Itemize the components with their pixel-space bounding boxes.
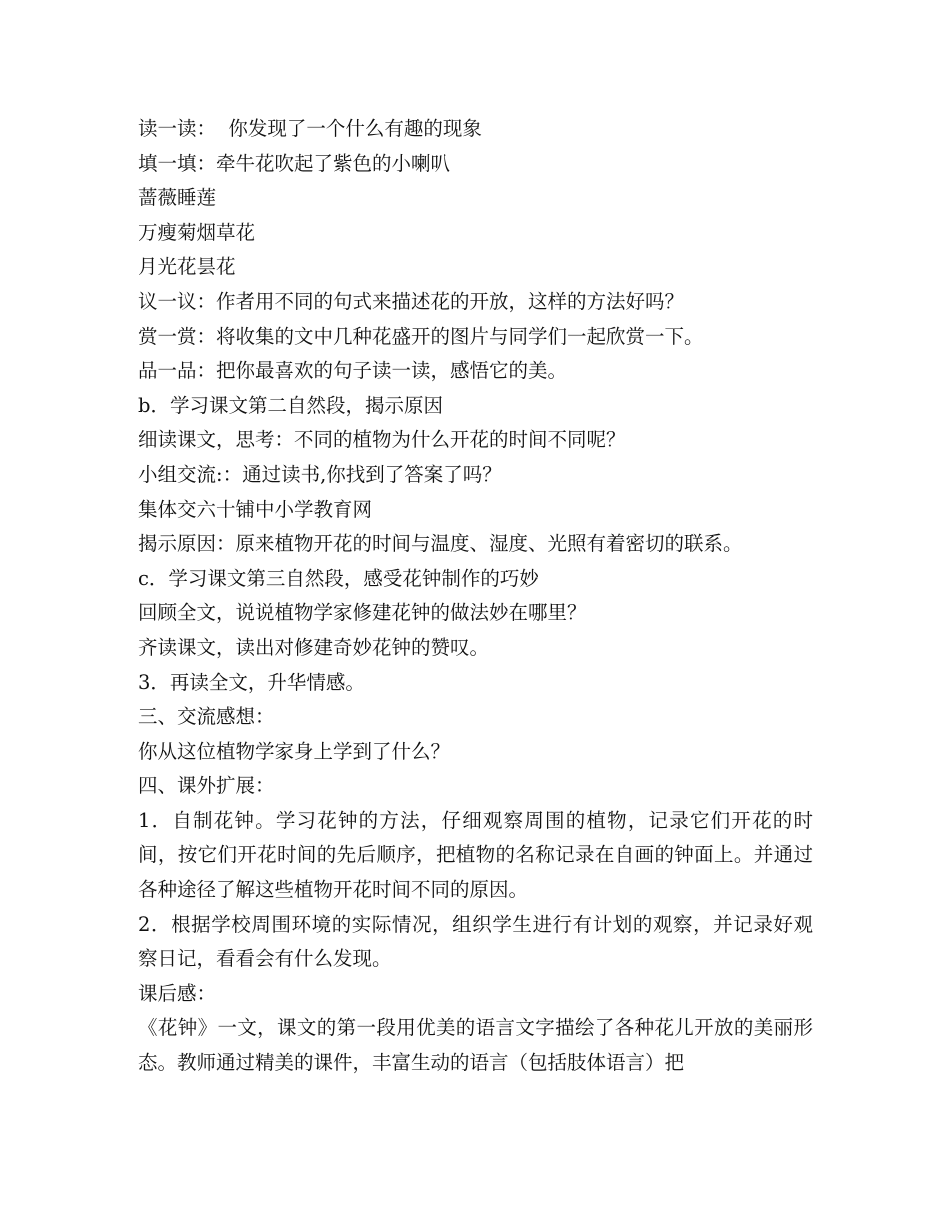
text-line: 回顾全文，说说植物学家修建花钟的做法妙在哪里？ <box>138 601 587 625</box>
text-line: 蔷薇睡莲 <box>138 186 217 210</box>
text-line: 品一品：把你最喜欢的句子读一读，感悟它的美。 <box>138 359 568 383</box>
reflection-heading: 课后感： <box>138 981 217 1005</box>
text-line: 细读课文，思考：不同的植物为什么开花的时间不同呢？ <box>138 428 626 452</box>
text-line: 议一议：作者用不同的句式来描述花的开放，这样的方法好吗？ <box>138 289 685 313</box>
section-heading-four: 四、课外扩展： <box>138 774 275 798</box>
paragraph-reflection: 《花钟》一文，课文的第一段用优美的语言文字描绘了各种花儿开放的美丽形态。教师通过精美的课件，丰富生动的语言（包括肢体语言）把 <box>138 1016 813 1075</box>
text-line: 你从这位植物学家身上学到了什么？ <box>138 739 451 763</box>
text-line: 赏一赏：将收集的文中几种花盛开的图片与同学们一起欣赏一下。 <box>138 324 704 348</box>
text-line: 月光花昙花 <box>138 255 236 279</box>
text-line: 齐读课文，读出对修建奇妙花钟的赞叹。 <box>138 635 490 659</box>
paragraph-observation-activity: 2．根据学校周围环境的实际情况，组织学生进行有计划的观察，并记录好观察日记，看看会有什么发现。 <box>138 912 813 971</box>
text-line: 揭示原因：原来植物开花的时间与温度、湿度、光照有着密切的联系。 <box>138 532 743 556</box>
text-line: 万瘦菊烟草花 <box>138 220 256 244</box>
document-body <box>138 112 813 1081</box>
section-heading-3: 3．再读全文，升华情感。 <box>138 670 365 694</box>
text-line: 小组交流:：通过读书,你找到了答案了吗？ <box>138 462 502 486</box>
text-line: 填一填：牵牛花吹起了紫色的小喇叭 <box>138 151 451 175</box>
text-line: 集体交六十铺中小学教育网 <box>138 497 373 521</box>
section-heading-c: c．学习课文第三自然段，感受花钟制作的巧妙 <box>138 566 539 590</box>
text-line: 读一读： 你发现了一个什么有趣的现象 <box>138 117 482 140</box>
section-heading-b: b．学习课文第二自然段，揭示原因 <box>138 393 443 417</box>
section-heading-three: 三、交流感想： <box>138 705 275 729</box>
paragraph-flower-clock-activity: 1．自制花钟。学习花钟的方法，仔细观察周围的植物，记录它们开花的时间，按它们开花时间的先后顺序，把植物的名称记录在自画的钟面上。并通过各种途径了解这些植物开花时间不同的原因。 <box>138 808 813 902</box>
